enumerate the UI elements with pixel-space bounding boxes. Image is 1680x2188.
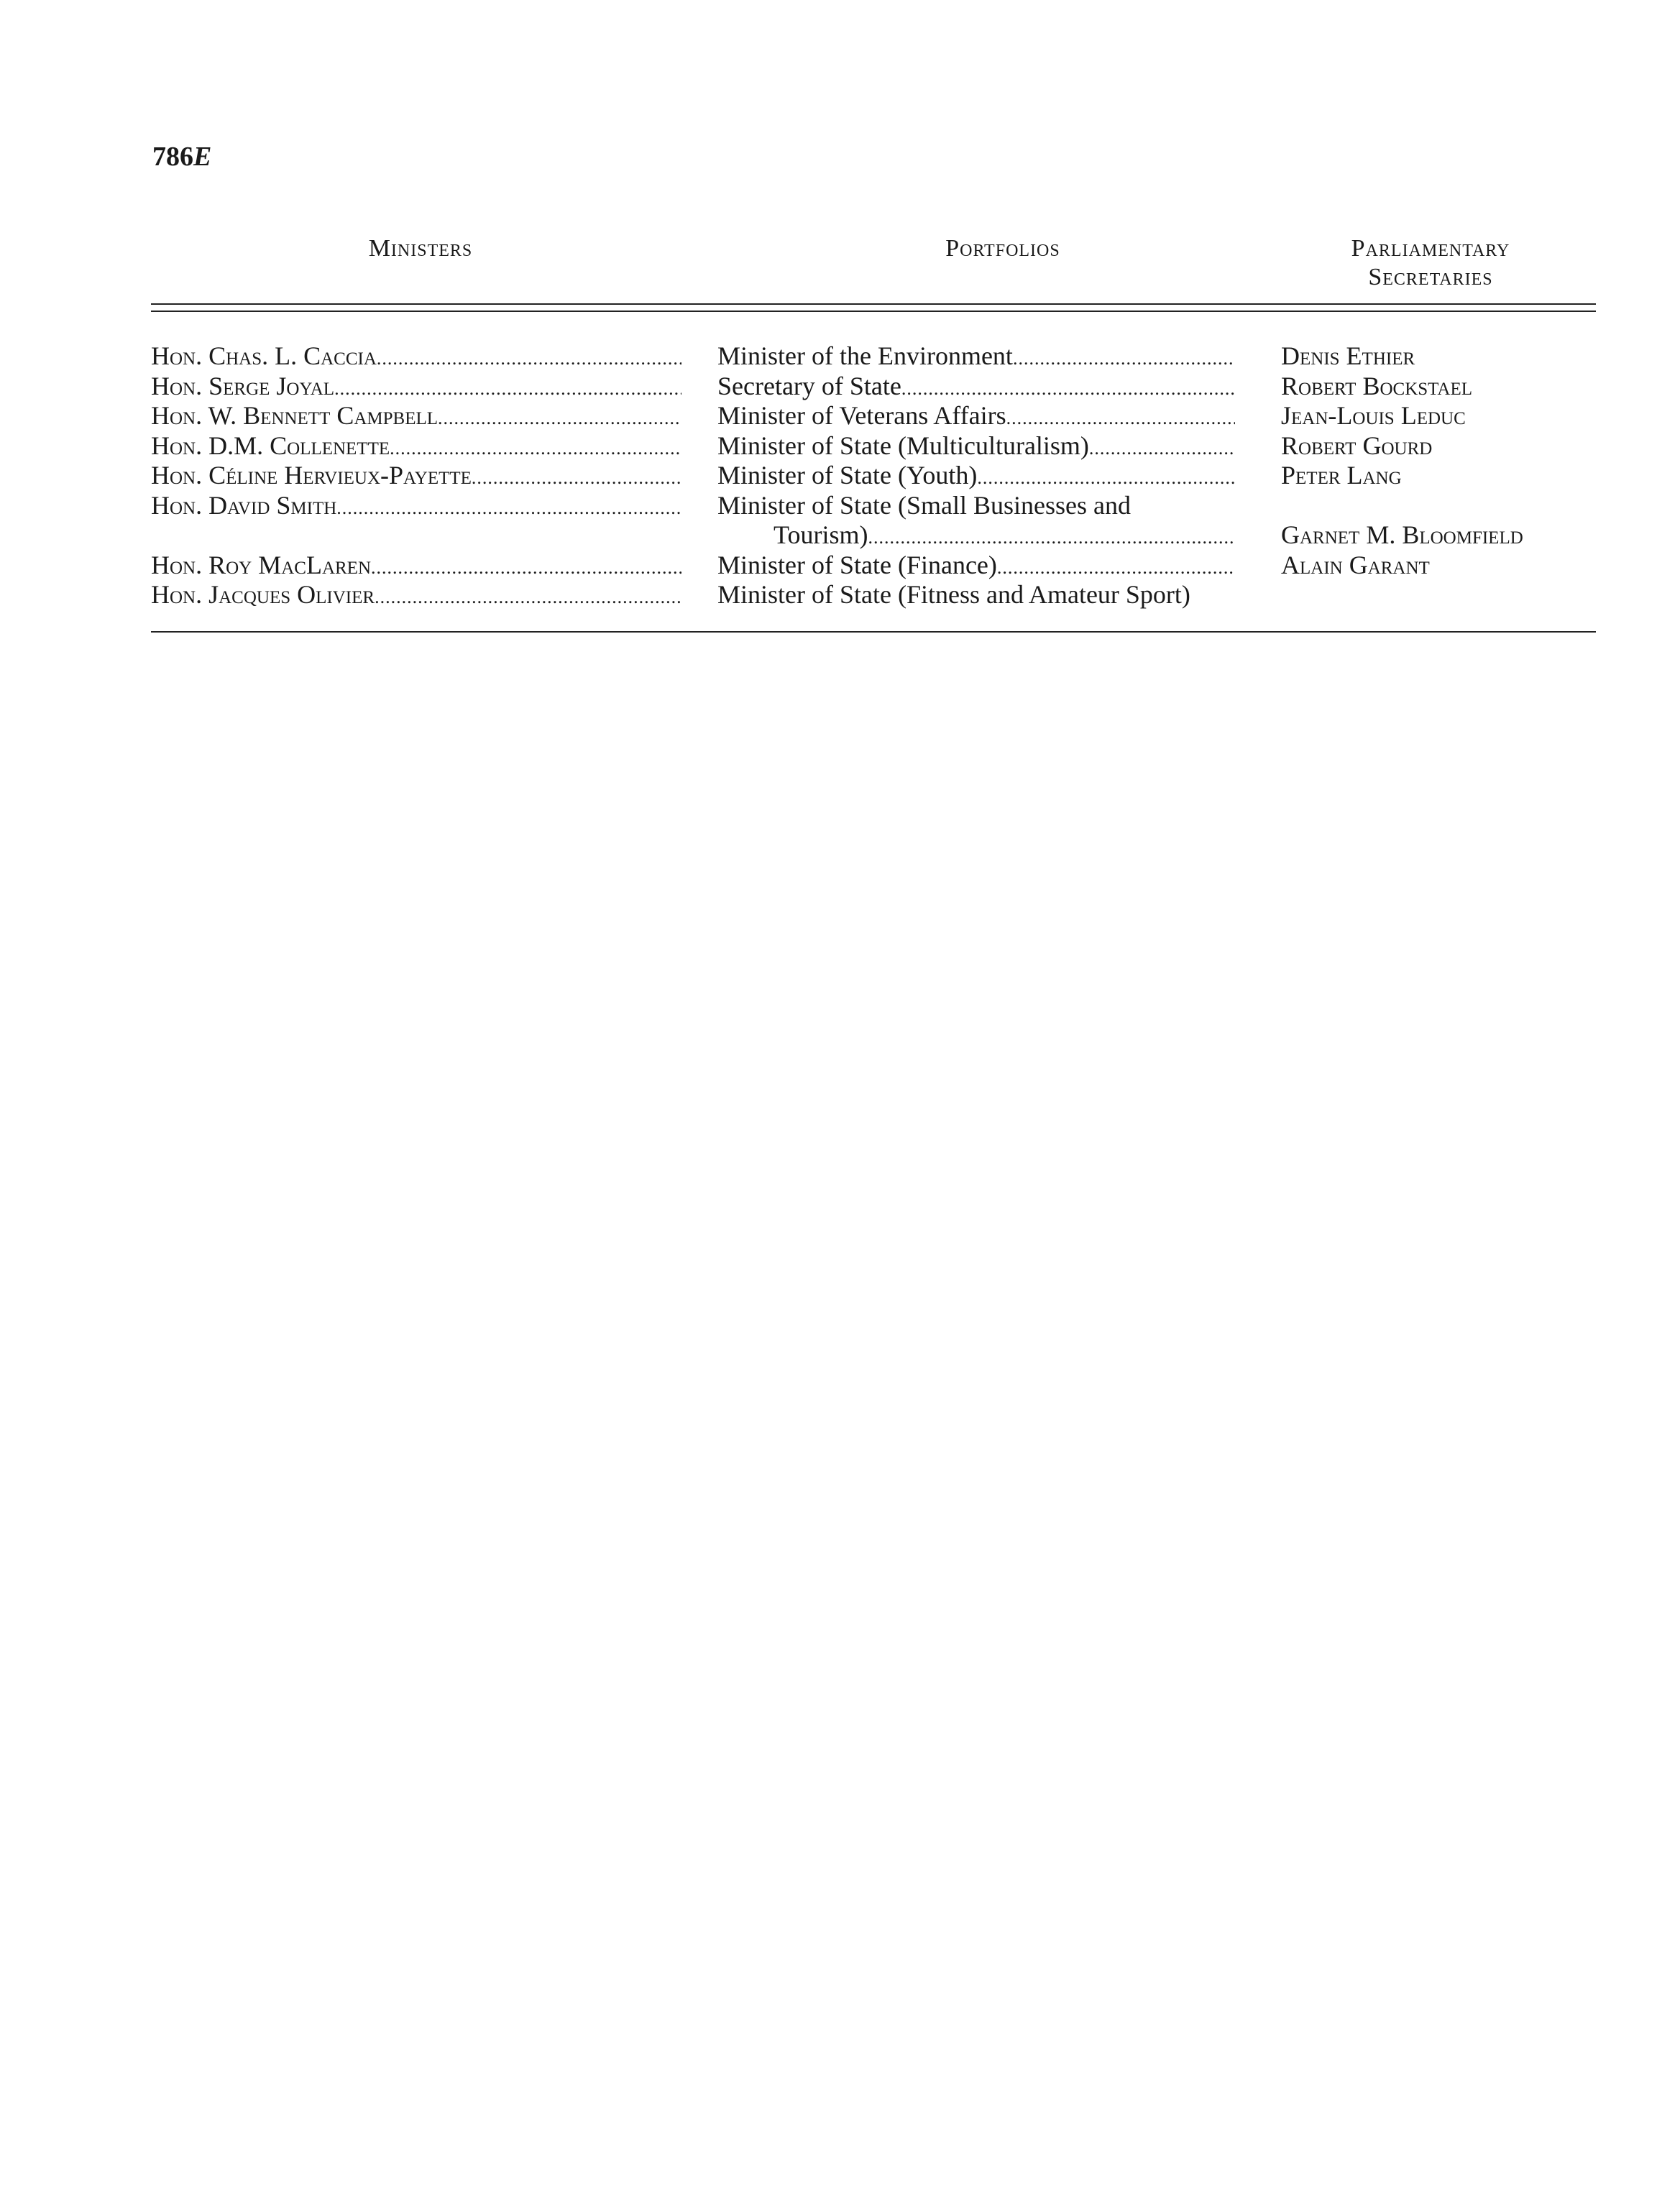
portfolio-line [717, 520, 1235, 553]
table-row [151, 580, 1596, 610]
parliamentary-secretary: Garnet M. Bloomfield [1281, 520, 1523, 549]
dot-leader [336, 491, 681, 523]
dot-leader [977, 461, 1235, 493]
portfolio-text: Secretary of State [717, 371, 901, 400]
minister-name-text: Hon. W. Bennett Campbell [151, 401, 439, 430]
parliamentary-secretary: Jean-Louis Leduc [1281, 401, 1466, 430]
portfolio-text: Minister of State (Small Businesses and [717, 490, 1131, 520]
dot-leader [1089, 431, 1235, 464]
minister-name-text: Hon. D.M. Collenette [151, 431, 390, 460]
dot-leader [334, 372, 681, 404]
portfolio-line [717, 551, 1235, 583]
portfolio-line [717, 372, 1235, 404]
parliamentary-secretary: Robert Bockstael [1281, 371, 1473, 400]
dot-leader [1013, 341, 1235, 374]
minister-name [151, 431, 681, 464]
dot-leader [868, 520, 1235, 553]
parliamentary-secretary: Robert Gourd [1281, 431, 1433, 460]
portfolio-text: Minister of State (Finance) [717, 550, 997, 579]
page-number-suffix: E [193, 142, 212, 172]
page-number: 786E [152, 142, 212, 172]
header-ministers: Ministers [368, 235, 473, 262]
table-row [151, 341, 1596, 372]
table-bottom-rule [151, 631, 1596, 633]
table-row [151, 372, 1596, 402]
dot-leader [375, 580, 681, 612]
portfolio-text: Minister of State (Fitness and Amateur Sport) [717, 580, 1190, 609]
portfolio-text: Minister of the Environment [717, 341, 1013, 370]
header-parliamentary-secretaries [1272, 234, 1589, 292]
double-rule-bottom [151, 311, 1596, 312]
minister-name-text: Hon. Serge Joyal [151, 371, 335, 400]
portfolio-line [717, 341, 1235, 374]
portfolio-line [717, 431, 1235, 464]
table-row [151, 461, 1596, 491]
minister-name-text: Hon. Céline Hervieux-Payette [151, 461, 472, 489]
portfolio-text: Minister of State (Youth) [717, 461, 978, 489]
minister-name [151, 401, 681, 433]
parliamentary-secretary: Peter Lang [1281, 461, 1402, 489]
minister-name-text: Hon. Roy MacLaren [151, 550, 372, 579]
minister-name-text: Hon. Chas. L. Caccia [151, 341, 377, 370]
portfolio-line [717, 461, 1235, 493]
minister-name [151, 551, 681, 583]
table-row [151, 431, 1596, 461]
table-row [151, 551, 1596, 581]
dot-leader [1006, 401, 1235, 433]
portfolio-text: Minister of Veterans Affairs [717, 401, 1006, 430]
dot-leader [377, 341, 681, 374]
minister-name [151, 580, 681, 612]
ministers-table [151, 341, 1596, 610]
portfolio [717, 580, 1393, 610]
minister-name [151, 461, 681, 493]
dot-leader [472, 461, 681, 493]
minister-name [151, 491, 681, 523]
dot-leader [371, 551, 681, 583]
minister-name [151, 341, 681, 374]
header-secretaries-line2: Secretaries [1368, 264, 1493, 290]
table-header [151, 234, 1596, 299]
table-row [151, 491, 1596, 551]
parliamentary-secretary: Alain Garant [1281, 550, 1430, 579]
dot-leader [390, 431, 681, 464]
header-portfolios: Portfolios [945, 235, 1060, 262]
portfolio-line [717, 491, 1393, 521]
portfolio-line [717, 580, 1393, 610]
dot-leader [997, 551, 1235, 583]
minister-name-text: Hon. David Smith [151, 490, 337, 520]
minister-name [151, 372, 681, 404]
portfolio-text: Minister of State (Multiculturalism) [717, 431, 1089, 460]
dot-leader [901, 372, 1235, 404]
portfolio-line [717, 401, 1235, 433]
header-secretaries-line1: Parliamentary [1351, 235, 1510, 262]
portfolio-text: Tourism) [774, 520, 868, 549]
minister-name-text: Hon. Jacques Olivier [151, 580, 375, 609]
dot-leader [438, 401, 681, 433]
parliamentary-secretary: Denis Ethier [1281, 341, 1415, 370]
table-row [151, 401, 1596, 431]
double-rule-top [151, 303, 1596, 305]
